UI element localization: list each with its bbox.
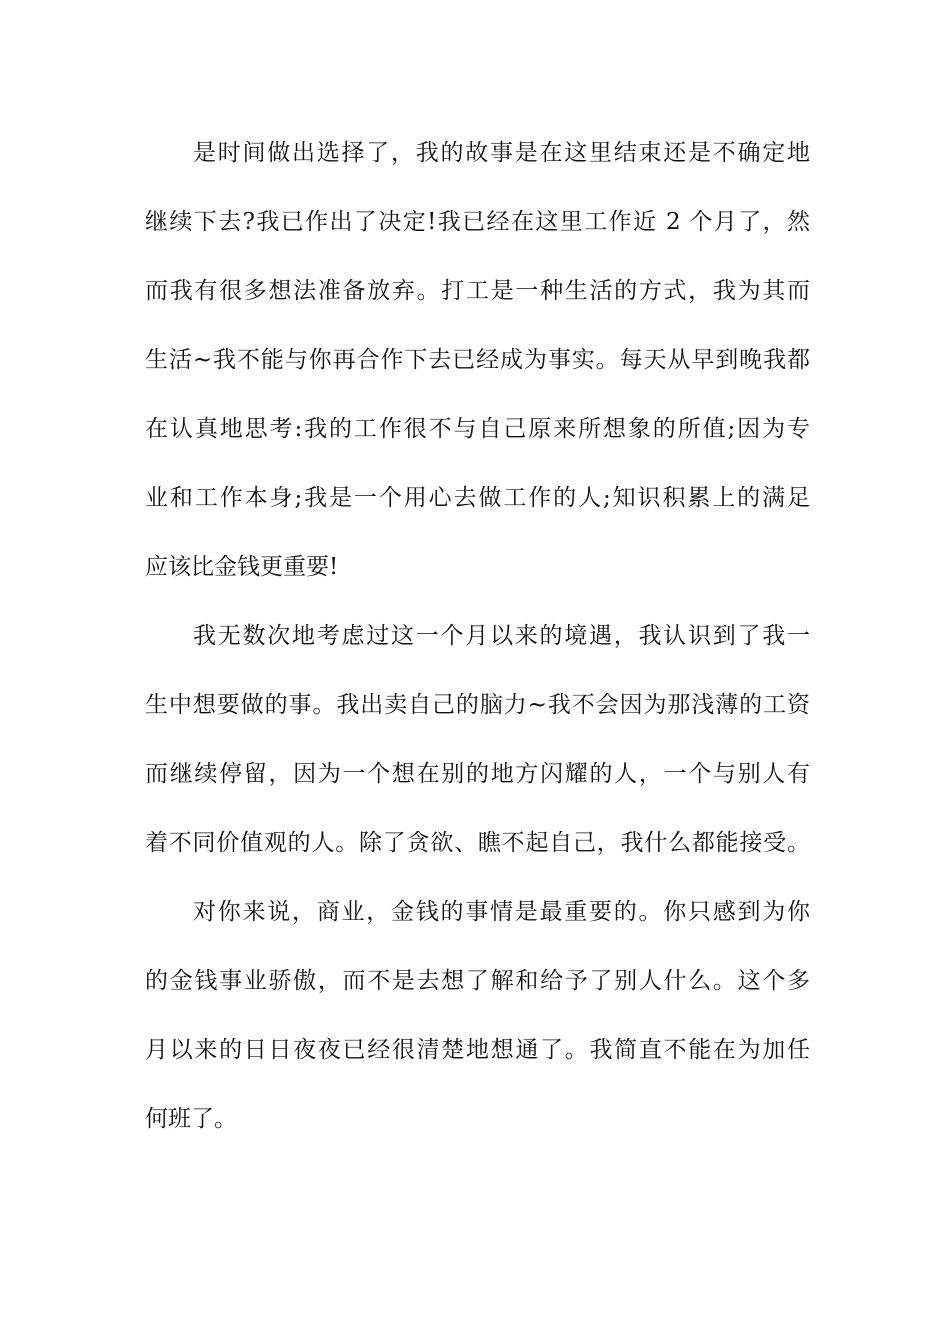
text-line: 着不同价值观的人。除了贪欲、瞧不起自己，我什么都能接受。 <box>145 830 810 856</box>
text-line: 生中想要做的事。我出卖自己的脑力~我不会因为那浅薄的工资 <box>145 692 810 718</box>
paragraph-3 <box>145 889 810 1165</box>
text-line: 月以来的日日夜夜已经很清楚地想通了。我简直不能在为加任 <box>145 1037 810 1063</box>
paragraph-2 <box>145 613 810 889</box>
text-line: 而我有很多想法准备放弃。打工是一种生活的方式，我为其而 <box>145 278 810 304</box>
text-line: 继续下去?我已作出了决定!我已经在这里工作近 2 个月了，然 <box>145 209 810 235</box>
text-line: 而继续停留，因为一个想在别的地方闪耀的人，一个与别人有 <box>145 761 810 787</box>
document-page <box>145 130 810 1165</box>
text-line: 生活~我不能与你再合作下去已经成为事实。每天从早到晚我都 <box>145 347 810 373</box>
paragraph-1 <box>145 130 810 613</box>
text-line: 我无数次地考虑过这一个月以来的境遇，我认识到了我一 <box>193 623 810 649</box>
text-line: 是时间做出选择了，我的故事是在这里结束还是不确定地 <box>193 140 810 166</box>
text-line: 对你来说，商业，金钱的事情是最重要的。你只感到为你 <box>193 899 810 925</box>
text-line: 业和工作本身;我是一个用心去做工作的人;知识积累上的满足 <box>145 485 810 511</box>
text-line: 的金钱事业骄傲，而不是去想了解和给予了别人什么。这个多 <box>145 968 810 994</box>
text-line: 在认真地思考:我的工作很不与自己原来所想象的所值;因为专 <box>145 416 810 442</box>
text-line: 何班了。 <box>145 1106 237 1132</box>
text-line: 应该比金钱更重要! <box>145 554 339 580</box>
